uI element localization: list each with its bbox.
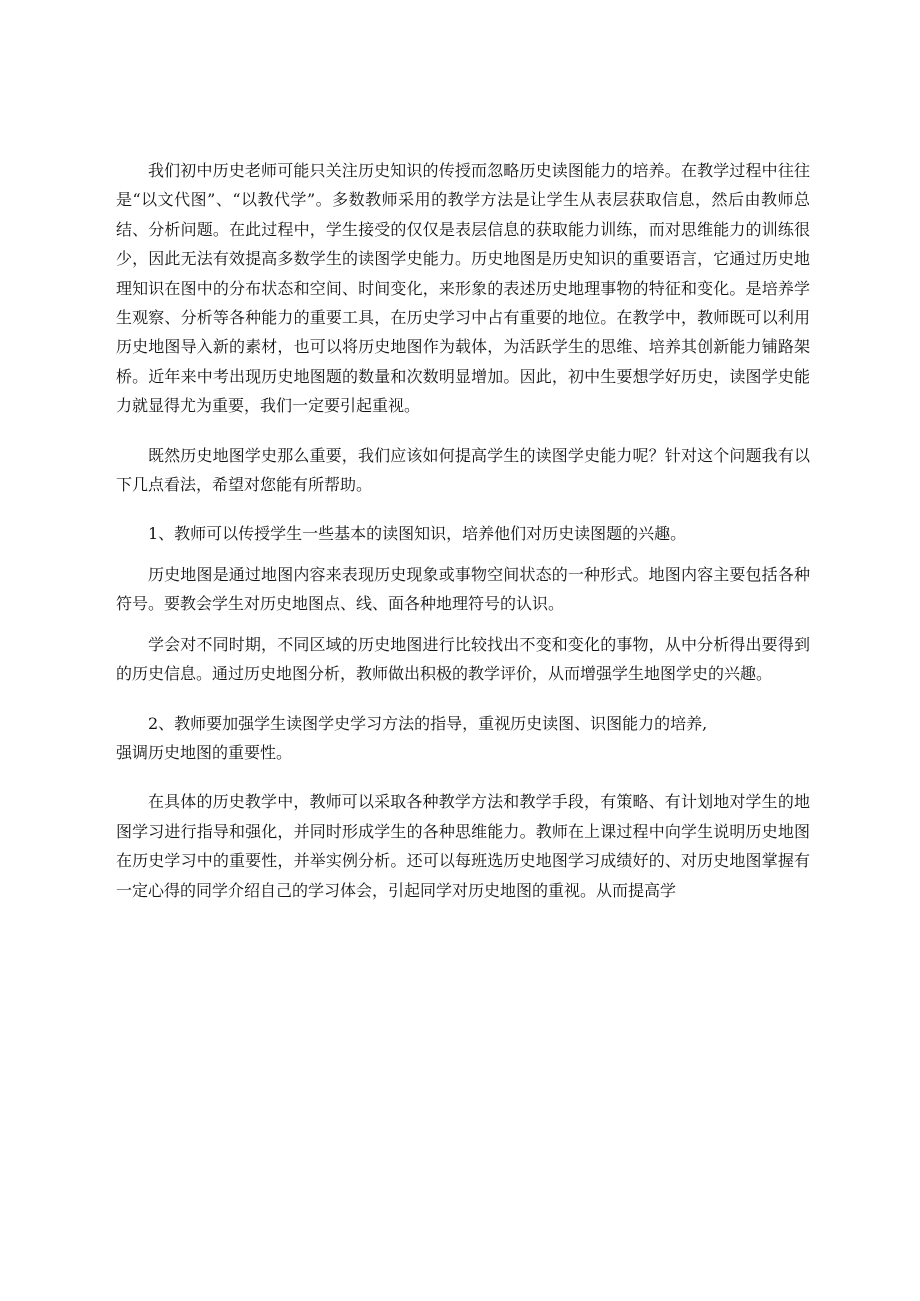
heading-point-1: 1、教师可以传授学生一些基本的读图知识，培养他们对历史读图题的兴趣。 [148,524,687,544]
document-body [116,156,810,905]
heading-point-2: 2、教师要加强学生读图学史学习方法的指导，重视历史读图、识图能力的培养, [148,713,708,733]
paragraph-intro: 我们初中历史老师可能只关注历史知识的传授而忽略历史读图能力的培养。在教学过程中往往是“以文代图”、“以教代学”。多数教师采用的教学方法是让学生从表层获取信息，然后由教师总结、分析问题。在此过程中，学生接受的仅仅是表层信息的获取能力训练，而对思维能力的训练很少，因此无法有效提高多数学生的读图学史能力。历史地图是历史知识的重要语言，它通过历史地理知识在图中的分布状态和空间、时间变化，来形象的表述历史地理事物的特征和变化。是培养学生观察、分析等各种能力的重要工具，在历史学习中占有重要的地位。在教学中，教师既可以利用历史地图导入新的素材，也可以将历史地图作为载体，为活跃学生的思维、培养其创新能力铺路架桥。近年来中考出现历史地图题的数量和次数明显增加。因此，初中生要想学好历史，读图学史能力就显得尤为重要，我们一定要引起重视。 [116,161,810,416]
paragraph-question: 既然历史地图学史那么重要，我们应该如何提高学生的读图学史能力呢？针对这个问题我有以下几点看法，希望对您能有所帮助。 [116,445,810,495]
paragraph-map-symbols: 历史地图是通过地图内容来表现历史现象或事物空间状态的一种形式。地图内容主要包括各种符号。要教会学生对历史地图点、线、面各种地理符号的认识。 [116,564,810,614]
paragraph-map-comparison: 学会对不同时期，不同区域的历史地图进行比较找出不变和变化的事物，从中分析得出要得到的历史信息。通过历史地图分析，教师做出积极的教学评价，从而增强学生地图学史的兴趣。 [116,634,810,684]
heading-point-2-continued: 强调历史地图的重要性。 [116,742,293,762]
paragraph-teaching-methods: 在具体的历史教学中，教师可以采取各种教学方法和教学手段，有策略、有计划地对学生的地图学习进行指导和强化，并同时形成学生的各种思维能力。教师在上课过程中向学生说明历史地图在历史学习中的重要性，并举实例分析。还可以每班选历史地图学习成绩好的、对历史地图掌握有一定心得的同学介绍自己的学习体会，引起同学对历史地图的重视。从而提高学 [116,792,810,900]
